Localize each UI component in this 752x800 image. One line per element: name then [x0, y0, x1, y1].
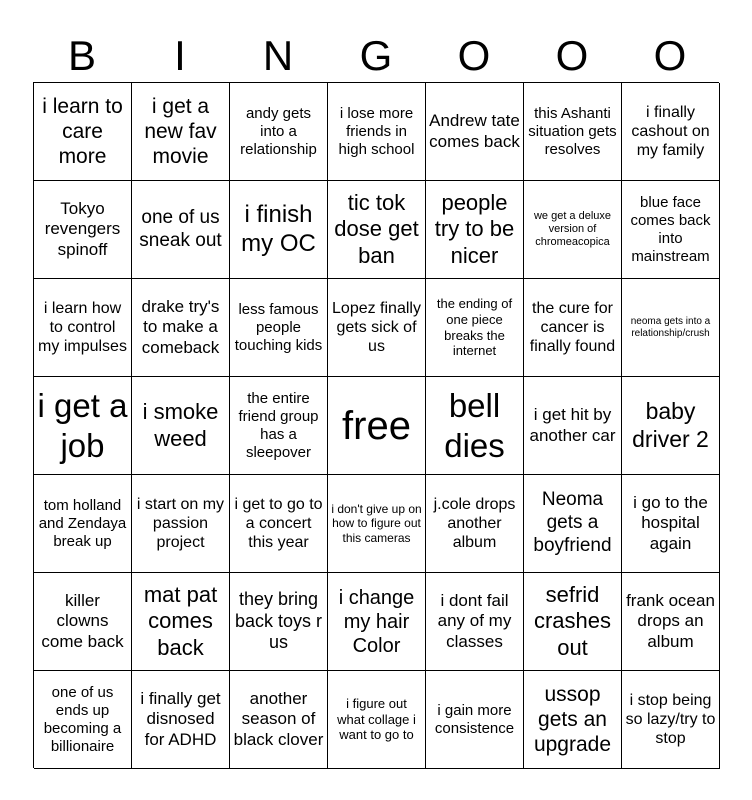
cell-text: Neoma gets a boyfriend [533, 489, 612, 556]
bingo-cell[interactable] [34, 475, 132, 573]
bingo-cell[interactable] [524, 279, 622, 377]
cell-text: the cure for cancer is finally found [529, 299, 616, 356]
cell-text: killer clowns come back [41, 590, 124, 651]
free-space-text: free [342, 403, 411, 448]
bingo-cell[interactable] [230, 83, 328, 181]
cell-text: drake try's to make a comeback [141, 296, 220, 357]
cell-text: i finally get disnosed for ADHD [140, 688, 221, 749]
bingo-cell[interactable] [230, 573, 328, 671]
cell-text: the entire friend group has a sleepover [238, 389, 319, 461]
cell-text: i change my hair Color [338, 586, 415, 657]
bingo-cell[interactable] [230, 377, 328, 475]
bingo-cell[interactable] [524, 475, 622, 573]
cell-text: Lopez finally gets sick of us [332, 299, 421, 356]
bingo-cell[interactable] [34, 181, 132, 279]
cell-text: i gain more consistence [434, 701, 515, 737]
bingo-cell[interactable] [328, 475, 426, 573]
bingo-cell[interactable] [622, 475, 720, 573]
cell-text: one of us sneak out [139, 206, 222, 251]
cell-text: this Ashanti situation gets resolves [528, 104, 617, 158]
cell-text: ussop gets an upgrade [533, 682, 612, 757]
header-letter-g: G [359, 32, 393, 79]
header-letter-i: I [174, 32, 186, 79]
bingo-cell[interactable] [524, 83, 622, 181]
cell-text: i finish my OC [241, 200, 316, 257]
cell-text: i stop being so lazy/try to stop [625, 691, 716, 748]
bingo-cell[interactable] [426, 671, 524, 769]
cell-text: another season of black clover [233, 688, 324, 749]
cell-text: the ending of one piece breaks the internet [436, 296, 513, 359]
bingo-cell[interactable] [426, 181, 524, 279]
cell-text: blue face comes back into mainstream [630, 193, 711, 265]
cell-text: sefrid crashes out [533, 581, 612, 660]
bingo-cell[interactable] [524, 181, 622, 279]
bingo-cell[interactable] [622, 279, 720, 377]
cell-text: tom holland and Zendaya break up [38, 496, 127, 550]
bingo-cell[interactable] [132, 279, 230, 377]
cell-text: i start on my passion project [136, 495, 225, 552]
cell-text: mat pat comes back [143, 581, 218, 660]
cell-text: less famous people touching kids [234, 300, 323, 354]
bingo-cell[interactable] [230, 671, 328, 769]
bingo-cell[interactable] [34, 279, 132, 377]
cell-text: they bring back toys r us [234, 589, 323, 653]
cell-text: i learn how to control my impulses [38, 299, 127, 356]
cell-text: i get hit by another car [529, 405, 616, 445]
bingo-cell[interactable] [328, 181, 426, 279]
cell-text: i get a new fav movie [144, 94, 217, 169]
bingo-cell[interactable] [524, 573, 622, 671]
bingo-header [33, 30, 719, 82]
bingo-cell[interactable] [328, 83, 426, 181]
bingo-cell[interactable] [132, 573, 230, 671]
header-letter-n: N [262, 32, 294, 79]
bingo-cell[interactable] [328, 279, 426, 377]
bingo-cell[interactable] [426, 573, 524, 671]
bingo-cell[interactable] [426, 377, 524, 475]
bingo-cell[interactable] [426, 475, 524, 573]
bingo-cell[interactable] [34, 573, 132, 671]
header-letter-o-3: O [653, 32, 687, 79]
cell-text: one of us ends up becoming a billionaire [43, 683, 122, 755]
header-letter-b: B [67, 32, 96, 79]
bingo-cell[interactable] [524, 377, 622, 475]
cell-text: tic tok dose get ban [334, 189, 419, 268]
free-space-cell[interactable] [328, 377, 426, 475]
cell-text: Andrew tate comes back [429, 111, 520, 151]
cell-text: i get a job [37, 386, 128, 464]
cell-text: i smoke weed [142, 399, 219, 451]
bingo-cell[interactable] [426, 83, 524, 181]
bingo-cell[interactable] [622, 377, 720, 475]
bingo-cell[interactable] [132, 83, 230, 181]
bingo-cell[interactable] [328, 671, 426, 769]
bingo-cell[interactable] [34, 671, 132, 769]
bingo-cell[interactable] [622, 181, 720, 279]
bingo-cell[interactable] [622, 573, 720, 671]
bingo-cell[interactable] [132, 181, 230, 279]
cell-text: i learn to care more [42, 94, 123, 169]
bingo-cell[interactable] [230, 279, 328, 377]
cell-text: frank ocean drops an album [626, 590, 715, 651]
bingo-cell[interactable] [132, 671, 230, 769]
bingo-cell[interactable] [132, 377, 230, 475]
cell-text: i finally cashout on my family [631, 103, 710, 160]
bingo-cell[interactable] [34, 83, 132, 181]
bingo-cell[interactable] [622, 671, 720, 769]
cell-text: people try to be nicer [434, 189, 515, 268]
cell-text: we get a deluxe version of chromeacopica [533, 209, 612, 249]
header-letter-o-1: O [457, 32, 491, 79]
cell-text: i go to the hospital again [633, 492, 708, 553]
bingo-cell[interactable] [34, 377, 132, 475]
cell-text: i don't give up on how to figure out this cameras [331, 501, 422, 545]
bingo-board [33, 82, 719, 768]
bingo-cell[interactable] [132, 475, 230, 573]
bingo-cell[interactable] [622, 83, 720, 181]
cell-text: i lose more friends in high school [338, 104, 415, 158]
cell-text: andy gets into a relationship [240, 104, 317, 158]
cell-text: neoma gets into a relationship/crush [630, 315, 711, 339]
bingo-cell[interactable] [426, 279, 524, 377]
cell-text: i figure out what collage i want to go to [337, 696, 416, 743]
bingo-cell[interactable] [230, 181, 328, 279]
bingo-cell[interactable] [230, 475, 328, 573]
cell-text: i get to go to a concert this year [234, 495, 323, 552]
bingo-cell[interactable] [524, 671, 622, 769]
cell-text: j.cole drops another album [433, 495, 516, 552]
cell-text: bell dies [444, 386, 505, 464]
cell-text: baby driver 2 [632, 397, 709, 452]
bingo-cell[interactable] [328, 573, 426, 671]
cell-text: i dont fail any of my classes [437, 590, 512, 651]
cell-text: Tokyo revengers spinoff [44, 198, 121, 259]
header-letter-o-2: O [555, 32, 589, 79]
